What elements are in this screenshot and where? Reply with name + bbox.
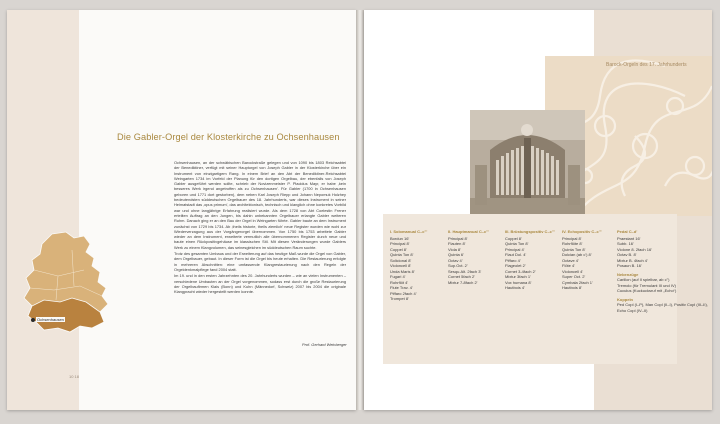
stop-column-pedal [617, 229, 708, 313]
stop-item: Quinta Ton 8' [505, 241, 529, 246]
stop-item: Sesqu.Alt. 2fach 3' [448, 268, 482, 274]
stop-item: Violoncell 4' [562, 268, 584, 274]
stop-item: Bordun 16' [390, 235, 410, 241]
column-heading: Pedal C–d' [617, 229, 638, 234]
paragraph: Im 19. und in den ersten Jahrzehnten des 20. Jahrhunderts wurden – wie an vielen Instrumenten – verschiedene Umbauten an der Orgel vorgenommen, sodass erst durch die große Restaurierung der Orgelbaufirmen Klais (Bonn) und Kuhn (Männedorf, Schweiz) 2007 bis 2004 die originale Klangpracht wieder hergestellt werden konnte. [174, 273, 346, 295]
germany-map [14, 230, 120, 336]
stop-column-hauptmanual [448, 229, 489, 285]
stop-item: Trompet 8' [390, 296, 409, 301]
stop-item: Flöte 4' [562, 263, 575, 268]
column-heading: II. Hauptmanual C–c''' [448, 229, 490, 234]
location-marker-icon [31, 318, 35, 322]
paragraph: Trotz des gesamten Umbaus und der Erweiterung auf das heutige Maß wurde die Orgel von Gabler, dem Orgelbauer, gebaut. In dieser Form ist die Orgel bis heute erhalten. Die Restaurierung erfolgte in mehreren Abschnitten: eine umfassende Klangrestaurierung nach den Regeln der Orgeldenkmalpflege fand 2004 statt. [174, 251, 346, 272]
accessory-item: Carillon (auf II spielbar, ab c'') [617, 277, 670, 282]
stop-item: Hautbois 8' [562, 285, 582, 290]
stop-item: Coppel 8' [390, 246, 407, 252]
column-heading: III. Brüstungspositiv C–c''' [505, 229, 555, 234]
stop-column-echopositiv [562, 229, 602, 291]
stop-item: Cornet 5fach 2' [448, 274, 476, 279]
stop-item: Flaut Dol. 4' [505, 252, 527, 257]
running-header: Barock-Orgeln des 17. Jahrhunderts [606, 62, 687, 68]
column-heading: I. Solomanual C–c''' [390, 229, 428, 234]
author-signature: Prof. Gerhard Weinberger [302, 342, 347, 347]
subsection-heading: Nebenzüge [617, 271, 639, 277]
stop-column-bruestungspositiv [505, 229, 555, 291]
stop-item: Quinta 6' [448, 252, 464, 257]
coupler-item: Echo Copl (IV–II) [617, 307, 648, 313]
stop-item: Violoncell 8' [390, 263, 412, 268]
accessory-item: Tremolo (für Tremulant III und IV) [617, 282, 676, 288]
stop-item: Praestant 16' [617, 235, 641, 241]
stop-item: Sup.Oct. 2' [448, 263, 468, 268]
stop-item: Principal 4' [505, 246, 525, 252]
stop-item: Flute Trav. 4' [390, 285, 413, 290]
paragraph: Ochsenhausen, an der schwäbischen Barockstraße gelegen und von 1090 bis 1803 Reichsabtei der Benediktiner, verfügt mit seiner Hauptorgel von Joseph Gabler in der Klosterkirche über ein Instrument von einzigartigem Rang. In einem Brief an den Abt der Benediktiner-Reichsabtei Weingarten 1734 im Vorfeld der Planung für den dortigen Orgelbau, der ebenfalls von Joseph Gabler ausgeführt werden sollte, schrieb der Novizenmeister P. Placidus Mayr, er habe ‚kein besseres Werk irgend angetroffen als zu Ochsenhausen'. Für Gabler (1700 in Ochsenhausen geboren und 1771 dort gestorben), dem neben Karl Joseph Riepp und Johann Nepomuk Holzhey bedeutendsten süddeutschen Orgelbauer des 18. Jahrhunderts, war dieses Instrument in seiner Heimatstadt das ‚opus primum', das architektonisch, technisch und klanglich ohne konkretes Vorbild war und ohne langjährige Erfahrung realisiert wurde. Als dem 1728 von Abt Coelestin Frener erteilten Auftrag an den Jungen, bis dahin unbekannten Orgelbauer erlangte Gabler weiteren Ruhm. Danach ging er an den Bau der Orgel in Weingarten führte. Gabler baute an dem Instrument zunächst von 1729 bis 1734. Ab ‚theils historie, theils ziemlich' neue Register wurden wie wohl zur Wiederverzagung aus der Vorgängerorgel übernommen. Von 1750 bis 1753 arbeitete Gabler wieder an dem Instrument, erweiterte vermutlich alle übernommenen Register durch neue und baute einen Rückpositivgehäuse im klassischen Stil. Mit diesen Veränderungen wurde Gablers Werk zu einem Klangvolumen, das seinesgleichen im süddeutschen Raum suchte. [174, 160, 346, 250]
stop-item: Mixtur 3fach 1' [505, 274, 531, 279]
stop-item: Subb. 16' [617, 241, 634, 246]
stop-item: Principal 8' [562, 235, 582, 241]
stop-item: Dolcian (ab c') 8' [562, 252, 592, 257]
stop-item: Vox humana 8' [505, 279, 532, 285]
stop-item: Piffaro 4' [505, 257, 521, 263]
book-gutter [356, 10, 364, 410]
column-heading: IV. Echopositiv C–c''' [562, 229, 602, 234]
stop-item: Unda Maris 8' [390, 268, 415, 274]
stop-item: Quinta Ton 8' [562, 246, 586, 252]
stop-item: Octav 4' [448, 257, 463, 263]
stop-item: Solicional 8' [390, 257, 412, 263]
stop-item: Flageolet 2' [505, 263, 526, 268]
stop-item: Fugari 4' [390, 274, 406, 279]
stop-item: Coppel 8' [505, 235, 522, 241]
stop-item: Octave 4' [562, 257, 579, 263]
stop-column-solomanual [390, 229, 427, 302]
stop-item: Octav B. 8' [617, 252, 637, 257]
stop-item: Violone 8. 2fach 16' [617, 246, 652, 252]
stop-item: Principal 8' [448, 235, 468, 241]
stop-item: Posaun B. 16' [617, 263, 642, 268]
stop-item: Cornet 3-4fach 2' [505, 268, 536, 274]
article-body [174, 160, 346, 295]
stop-item: Quinta Ton 8' [390, 252, 414, 257]
article-title: Die Gabler-Orgel der Klosterkirche zu Ochsenhausen [117, 132, 340, 142]
stop-item: Principal 8' [390, 241, 410, 246]
stop-item: Cymbala 2fach 1' [562, 279, 593, 285]
map-location-label: Ochsenhausen [37, 317, 64, 322]
page-number: 10 18 [69, 374, 80, 379]
stop-item: Rohrflöt 4' [390, 279, 409, 285]
stop-item: Hautbois 4' [505, 285, 525, 290]
stop-item: Mixtur B. 4fach 4' [617, 257, 648, 263]
stop-item: Flauten 8' [448, 241, 466, 246]
left-margin-band [7, 10, 79, 410]
subsection-heading: Koppeln [617, 296, 633, 302]
coupler-item: Ped Copl (I–P), Man Copl (II–I), Positiv Copl (III–II), [617, 302, 708, 307]
stop-item: Mixtur 7-8fach 2' [448, 279, 478, 285]
stop-item: Super Oct. 2' [562, 274, 586, 279]
organ-photo [470, 110, 585, 215]
stop-item: Viola 8' [448, 246, 461, 252]
stop-item: Rohrflöte 8' [562, 241, 583, 246]
stop-item: Piffaro 2fach 4' [390, 290, 417, 296]
accessory-item: Cuculus (Kuckucksruf mit „Echo“) [617, 288, 677, 293]
